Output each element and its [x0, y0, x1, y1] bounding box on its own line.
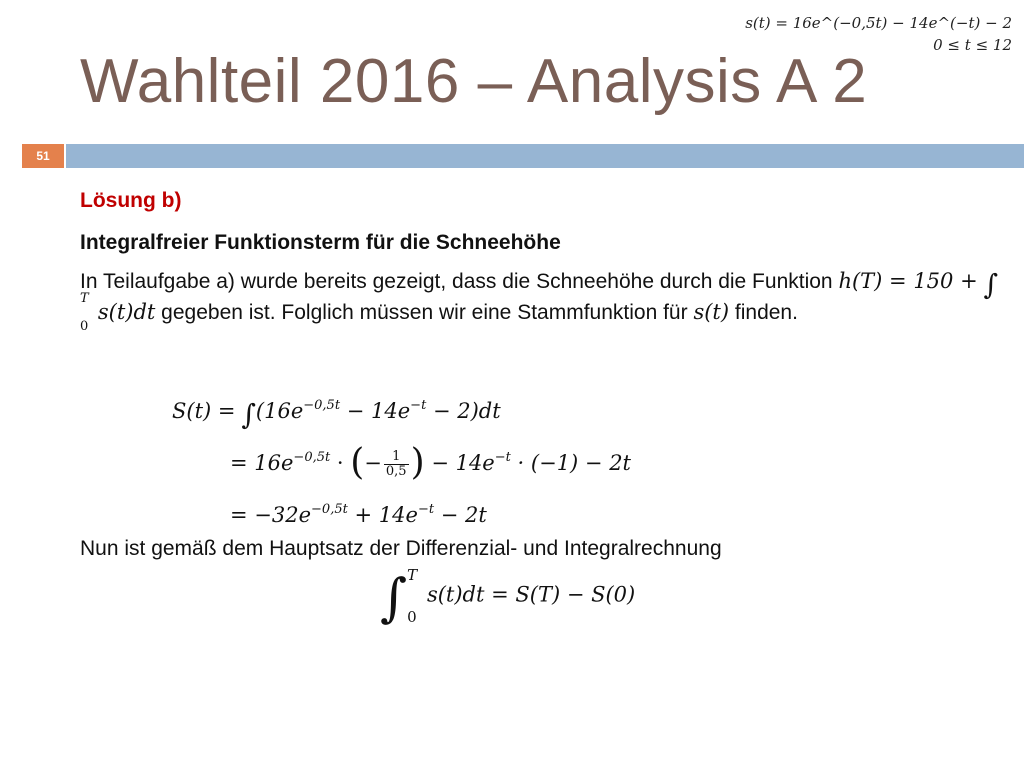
- exponent: −0,5t: [293, 450, 331, 465]
- corner-function-formula: s(t) = 16e^(−0,5t) − 14e^(−t) − 2: [745, 14, 1012, 32]
- exponent: −t: [410, 398, 427, 413]
- term-rest: − 2)dt: [426, 399, 501, 423]
- term-14e: − 14e: [340, 399, 411, 423]
- close-paren: ): [410, 442, 425, 483]
- term-32e: = −32e: [230, 503, 312, 527]
- integral-upper-limit: T: [407, 566, 418, 584]
- integral-lower-limit: 0: [80, 319, 89, 335]
- h-definition-lhs: h(T) = 150 +: [838, 269, 978, 293]
- minus-sign: −: [364, 451, 382, 475]
- section-heading: Integralfreier Funktionsterm für die Schneehöhe: [80, 231, 561, 254]
- solution-heading: Lösung b): [80, 189, 182, 212]
- exponent: −0,5t: [311, 502, 348, 517]
- integral-limits: [407, 566, 421, 626]
- intro-text-2: gegeben ist. Folglich müssen wir eine Stammfunktion für: [161, 301, 688, 324]
- multiply-dot: ·: [330, 451, 351, 475]
- slide-title: Wahlteil 2016 – Analysis A 2: [80, 47, 868, 116]
- integral-upper-limit: T: [80, 291, 89, 307]
- fundamental-theorem-equation: [380, 566, 636, 629]
- exponent: −t: [494, 450, 511, 465]
- term-14e: + 14e: [347, 503, 418, 527]
- derivation-line-2: [230, 442, 631, 483]
- intro-text-3: finden.: [734, 301, 798, 324]
- term-rest: − 2t: [434, 503, 487, 527]
- term-16e: (16e: [255, 399, 304, 423]
- exponent: −t: [417, 502, 435, 517]
- fraction-numerator: 1: [384, 450, 409, 465]
- corner-domain: 0 ≤ t ≤ 12: [933, 36, 1012, 54]
- derivation-line-1: [172, 391, 501, 431]
- fraction-denominator: 0,5: [385, 463, 407, 479]
- theorem-paragraph: Nun ist gemäß dem Hauptsatz der Differenzial- und Integralrechnung: [80, 537, 722, 560]
- intro-paragraph: [80, 266, 1000, 335]
- term-14e: − 14e: [424, 451, 495, 475]
- integral-sign: ∫: [983, 268, 999, 301]
- fraction: [384, 450, 409, 479]
- term-rest: · (−1) − 2t: [510, 451, 631, 475]
- title-accent-bar: [66, 144, 1024, 168]
- term-16e: = 16e: [230, 451, 294, 475]
- integral-sign: ∫: [241, 398, 256, 431]
- antiderivative-derivation: [80, 391, 1000, 527]
- integral-limits: [80, 291, 92, 335]
- exponent: −0,5t: [303, 398, 341, 413]
- page-number: 51: [22, 144, 64, 168]
- intro-text-1: In Teilaufgabe a) wurde bereits gezeigt, dass die Schneehöhe durch die Funktion: [80, 270, 833, 293]
- h-definition-integrand: s(t)dt: [97, 300, 156, 324]
- antiderivative-lhs: S(t) =: [172, 399, 236, 423]
- slide-content: [80, 186, 1000, 629]
- final-equation-body: s(t)dt = S(T) − S(0): [426, 582, 636, 607]
- derivation-line-3: [230, 495, 487, 531]
- integral-sign: ∫: [380, 568, 408, 629]
- s-of-t: s(t): [693, 300, 730, 324]
- integral-lower-limit: 0: [407, 608, 417, 626]
- open-paren: (: [350, 442, 365, 483]
